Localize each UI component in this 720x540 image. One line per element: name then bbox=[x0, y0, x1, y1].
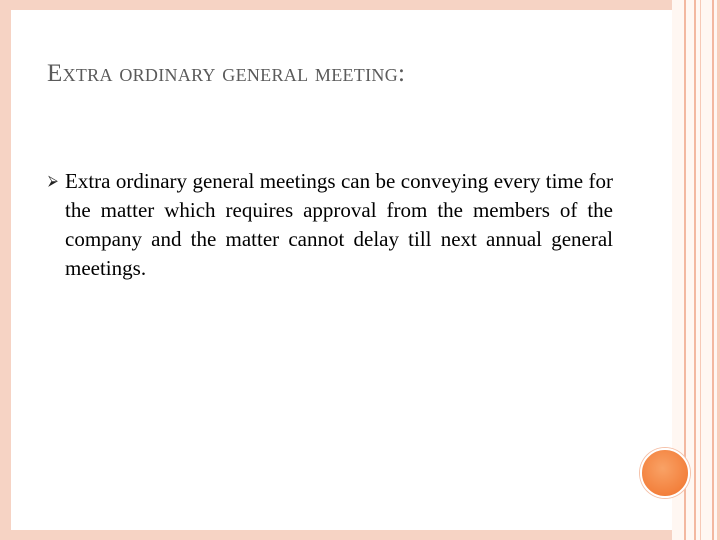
slide-title: Extra ordinary general meeting: bbox=[47, 60, 406, 87]
frame-stripe bbox=[700, 0, 701, 540]
frame-top-border bbox=[0, 0, 720, 10]
frame-stripe bbox=[694, 0, 696, 540]
bullet-list bbox=[48, 167, 613, 283]
orange-circle-decoration bbox=[640, 448, 690, 498]
bullet-item bbox=[48, 167, 613, 283]
frame-stripe bbox=[712, 0, 714, 540]
frame-left-border bbox=[0, 0, 11, 540]
bullet-text: Extra ordinary general meetings can be conveying every time for the matter which requires approval from the members of the company and the matter cannot delay till next annual general meetings. bbox=[65, 169, 613, 280]
arrow-bullet-icon: ⮚ bbox=[48, 173, 58, 189]
frame-bottom-border bbox=[0, 530, 720, 540]
